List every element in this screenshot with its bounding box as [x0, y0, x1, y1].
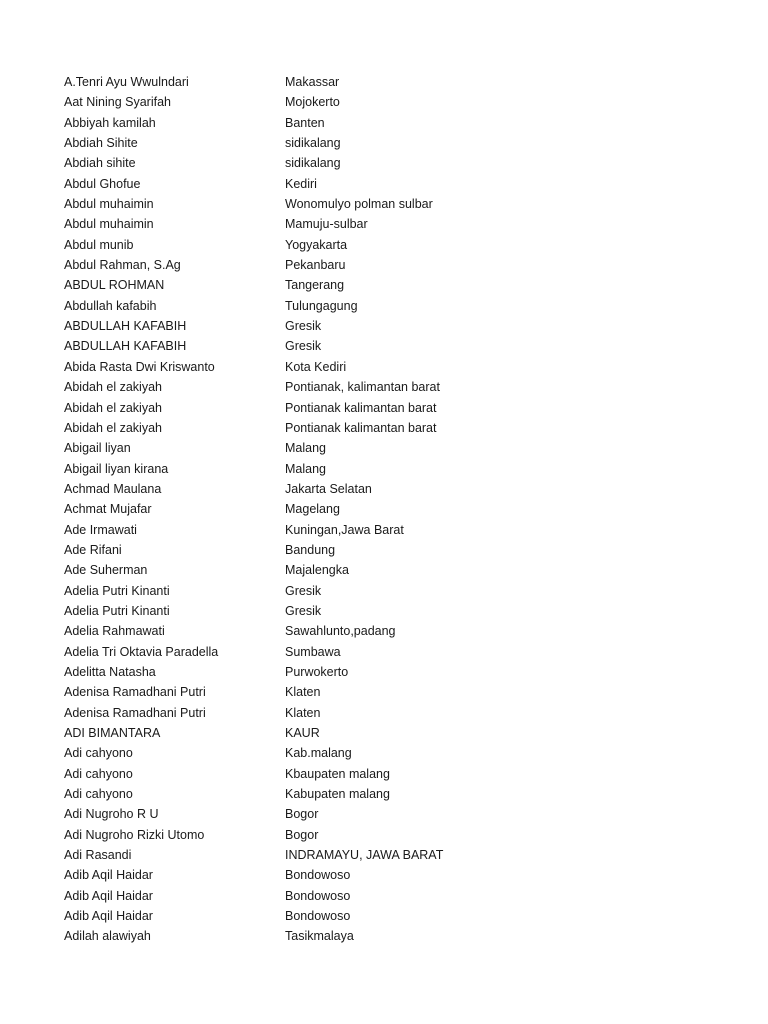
list-row: [64, 153, 744, 173]
city-name: INDRAMAYU, JAWA BARAT: [285, 848, 444, 863]
city-name: Purwokerto: [285, 664, 349, 679]
city-name: Gresik: [285, 603, 322, 618]
person-name: Abdiah Sihite: [64, 136, 138, 151]
list-row: [64, 743, 744, 763]
person-name: Adilah alawiyah: [64, 929, 151, 944]
list-row: [64, 804, 744, 824]
list-row: [64, 784, 744, 804]
city-name: Kuningan,Jawa Barat: [285, 522, 404, 537]
list-row: [64, 540, 744, 560]
person-name: Adelia Tri Oktavia Paradella: [64, 644, 219, 659]
city-name: Bandung: [285, 542, 336, 557]
list-row: [64, 764, 744, 784]
city-name: Kab.malang: [285, 746, 352, 761]
person-name: Abdul Ghofue: [64, 176, 141, 191]
list-row: [64, 275, 744, 295]
person-name: Adelia Putri Kinanti: [64, 583, 170, 598]
person-name: Abigail liyan: [64, 441, 131, 456]
person-name: Abida Rasta Dwi Kriswanto: [64, 359, 215, 374]
person-name: Achmad Maulana: [64, 481, 162, 496]
person-name: Abdul munib: [64, 237, 134, 252]
list-row: [64, 682, 744, 702]
person-name: Abdul muhaimin: [64, 217, 154, 232]
city-name: Gresik: [285, 319, 322, 334]
list-row: [64, 906, 744, 926]
list-row: [64, 479, 744, 499]
list-row: [64, 581, 744, 601]
person-name: Ade Rifani: [64, 542, 122, 557]
person-name: Adi cahyono: [64, 787, 133, 802]
list-row: [64, 214, 744, 234]
city-name: Pontianak kalimantan barat: [285, 420, 437, 435]
person-name: Adelitta Natasha: [64, 664, 156, 679]
city-name: Gresik: [285, 583, 322, 598]
list-row: [64, 926, 744, 946]
person-name: Adib Aqil Haidar: [64, 888, 153, 903]
list-row: [64, 92, 744, 112]
person-name: Abidah el zakiyah: [64, 420, 162, 435]
city-name: Pekanbaru: [285, 258, 346, 273]
list-row: [64, 662, 744, 682]
city-name: sidikalang: [285, 136, 341, 151]
city-name: KAUR: [285, 726, 320, 740]
person-name: Ade Suherman: [64, 563, 148, 578]
list-row: [64, 418, 744, 438]
city-name: Malang: [285, 461, 326, 476]
city-name: Pontianak kalimantan barat: [285, 400, 437, 415]
city-name: Kota Kediri: [285, 359, 347, 374]
list-row: [64, 255, 744, 275]
person-name: Adi Nugroho R U: [64, 807, 159, 822]
person-name: Achmat Mujafar: [64, 502, 152, 517]
city-name: sidikalang: [285, 156, 341, 171]
city-name: Gresik: [285, 339, 322, 354]
list-row: [64, 865, 744, 885]
list-row: [64, 459, 744, 479]
city-name: Mamuju-sulbar: [285, 217, 368, 232]
city-name: Bondowoso: [285, 888, 351, 903]
person-name: Abigail liyan kirana: [64, 461, 169, 476]
person-name: ABDULLAH KAFABIH: [64, 339, 187, 354]
city-name: Klaten: [285, 685, 321, 700]
city-name: Sawahlunto,padang: [285, 624, 396, 639]
city-name: Tangerang: [285, 278, 345, 293]
list-row: [64, 560, 744, 580]
person-name: Ade Irmawati: [64, 522, 137, 537]
person-name: Adelia Putri Kinanti: [64, 603, 170, 618]
list-row: [64, 235, 744, 255]
city-name: Makassar: [285, 75, 340, 89]
name-city-list: [64, 72, 744, 947]
city-name: Bondowoso: [285, 909, 351, 924]
person-name: Adenisa Ramadhani Putri: [64, 705, 206, 720]
list-row: [64, 642, 744, 662]
list-row: [64, 825, 744, 845]
list-row: [64, 621, 744, 641]
person-name: Aat Nining Syarifah: [64, 95, 172, 110]
person-name: Adi Nugroho Rizki Utomo: [64, 827, 205, 842]
person-name: Adi Rasandi: [64, 848, 132, 863]
list-row: [64, 72, 744, 92]
person-name: Abdiah sihite: [64, 156, 136, 171]
person-name: ADI BIMANTARA: [64, 726, 161, 740]
person-name: Abdul Rahman, S.Ag: [64, 258, 181, 273]
list-row: [64, 723, 744, 743]
person-name: Abidah el zakiyah: [64, 400, 162, 415]
list-row: [64, 133, 744, 153]
list-row: [64, 886, 744, 906]
list-row: [64, 296, 744, 316]
city-name: Bogor: [285, 827, 319, 842]
city-name: Pontianak, kalimantan barat: [285, 380, 440, 395]
city-name: Bondowoso: [285, 868, 351, 883]
person-name: Adelia Rahmawati: [64, 624, 165, 639]
list-row: [64, 703, 744, 723]
city-name: Wonomulyo polman sulbar: [285, 197, 433, 212]
list-row: [64, 357, 744, 377]
city-name: Klaten: [285, 705, 321, 720]
person-name: Abidah el zakiyah: [64, 380, 162, 395]
person-name: Adib Aqil Haidar: [64, 909, 153, 924]
person-name: Abdullah kafabih: [64, 298, 157, 313]
city-name: Mojokerto: [285, 95, 340, 110]
city-name: Kabupaten malang: [285, 787, 390, 802]
person-name: ABDUL ROHMAN: [64, 278, 165, 293]
list-row: [64, 398, 744, 418]
person-name: A.Tenri Ayu Wwulndari: [64, 75, 189, 89]
person-name: Adi cahyono: [64, 766, 133, 781]
list-row: [64, 845, 744, 865]
list-row: [64, 520, 744, 540]
city-name: Banten: [285, 115, 325, 130]
city-name: Magelang: [285, 502, 340, 517]
person-name: Adi cahyono: [64, 746, 133, 761]
person-name: Abbiyah kamilah: [64, 115, 156, 130]
list-row: [64, 377, 744, 397]
city-name: Bogor: [285, 807, 319, 822]
city-name: Sumbawa: [285, 644, 341, 659]
city-name: Yogyakarta: [285, 237, 348, 252]
city-name: Kediri: [285, 176, 317, 191]
list-row: [64, 194, 744, 214]
list-row: [64, 601, 744, 621]
city-name: Malang: [285, 441, 326, 456]
list-row: [64, 174, 744, 194]
city-name: Majalengka: [285, 563, 349, 578]
list-row: [64, 316, 744, 336]
city-name: Tulungagung: [285, 298, 358, 313]
person-name: Adib Aqil Haidar: [64, 868, 153, 883]
list-row: [64, 113, 744, 133]
city-name: Tasikmalaya: [285, 929, 354, 944]
list-row: [64, 499, 744, 519]
city-name: Jakarta Selatan: [285, 481, 372, 496]
list-row: [64, 438, 744, 458]
person-name: Adenisa Ramadhani Putri: [64, 685, 206, 700]
person-name: Abdul muhaimin: [64, 197, 154, 212]
person-name: ABDULLAH KAFABIH: [64, 319, 187, 334]
list-row: [64, 336, 744, 356]
city-name: Kbaupaten malang: [285, 766, 390, 781]
